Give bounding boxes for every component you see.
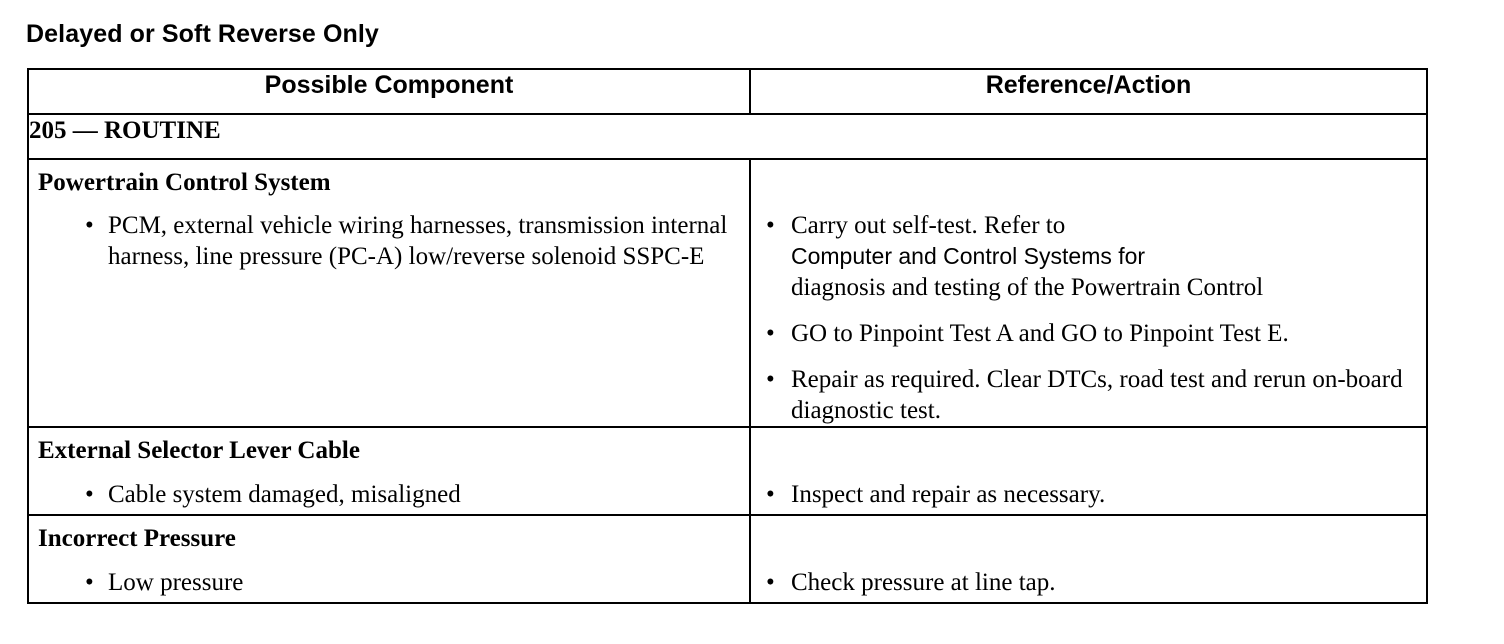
column-header-possible-component: Possible Component bbox=[28, 69, 750, 114]
action-cell bbox=[750, 159, 1427, 427]
component-cell bbox=[28, 159, 750, 427]
component-title: Incorrect Pressure bbox=[38, 525, 236, 552]
action-item: • Inspect and repair as necessary. bbox=[751, 479, 1426, 510]
component-title: Powertrain Control System bbox=[38, 169, 331, 196]
table-row bbox=[28, 427, 1427, 515]
routine-row bbox=[28, 114, 1427, 159]
table-row bbox=[28, 515, 1427, 603]
action-text: Carry out self-test. Refer to bbox=[791, 212, 1066, 239]
action-item bbox=[751, 210, 1426, 303]
action-list bbox=[751, 479, 1426, 510]
routine-label: 205 — ROUTINE bbox=[28, 114, 1427, 159]
action-text: diagnosis and testing of the Powertrain Control bbox=[791, 274, 1264, 301]
action-list bbox=[751, 567, 1426, 598]
cause-list bbox=[29, 479, 749, 510]
manual-reference-link: Computer and Control Systems for bbox=[791, 243, 1146, 269]
component-title: External Selector Lever Cable bbox=[38, 437, 360, 464]
action-list bbox=[751, 210, 1426, 426]
cause-list bbox=[29, 210, 749, 272]
page-title: Delayed or Soft Reverse Only bbox=[26, 20, 379, 48]
cause-item: • Low pressure bbox=[29, 567, 749, 598]
action-item: • Repair as required. Clear DTCs, road test and rerun on-board diagnostic test. bbox=[751, 364, 1426, 426]
component-cell bbox=[28, 427, 750, 515]
table-row bbox=[28, 159, 1427, 427]
diagnostic-table bbox=[27, 68, 1428, 604]
cause-item: • PCM, external vehicle wiring harnesses, transmission internal harness, line pressure (PC-A) low/reverse solenoid SSPC-E bbox=[29, 210, 749, 272]
action-item: • GO to Pinpoint Test A and GO to Pinpoint Test E. bbox=[751, 318, 1426, 349]
column-header-reference-action: Reference/Action bbox=[750, 69, 1427, 114]
cause-item: • Cable system damaged, misaligned bbox=[29, 479, 749, 510]
action-cell bbox=[750, 427, 1427, 515]
component-cell bbox=[28, 515, 750, 603]
action-item: • Check pressure at line tap. bbox=[751, 567, 1426, 598]
cause-list bbox=[29, 567, 749, 598]
table-header-row bbox=[28, 69, 1427, 114]
action-cell bbox=[750, 515, 1427, 603]
